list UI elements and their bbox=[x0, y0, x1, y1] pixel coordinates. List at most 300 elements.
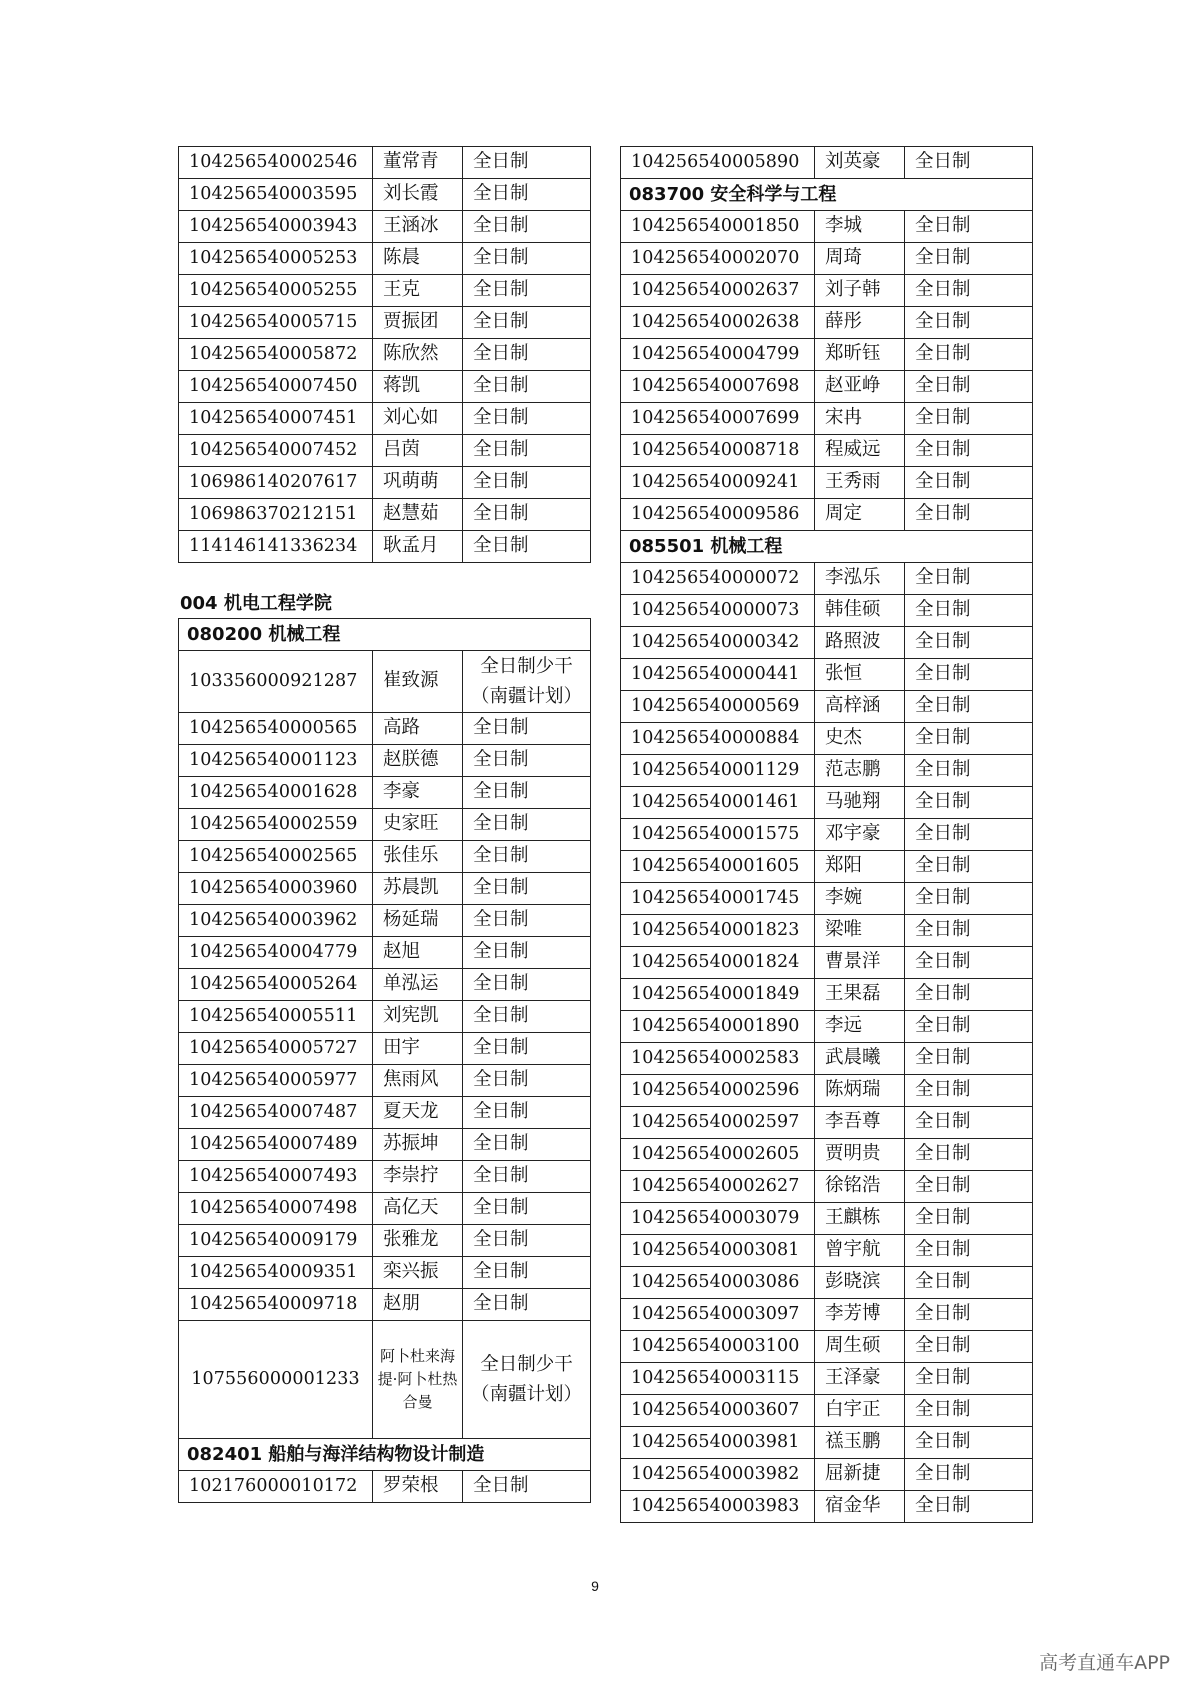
candidate-id: 104256540009718 bbox=[179, 1289, 373, 1321]
table-row bbox=[621, 947, 1033, 979]
candidate-name: 焦雨风 bbox=[373, 1065, 463, 1097]
candidate-name: 郑阳 bbox=[815, 851, 905, 883]
candidate-id: 104256540001824 bbox=[621, 947, 815, 979]
study-type: 全日制 bbox=[905, 851, 1033, 883]
candidate-id: 104256540001823 bbox=[621, 915, 815, 947]
study-type: 全日制 bbox=[905, 1235, 1033, 1267]
table-row bbox=[179, 531, 591, 563]
candidate-name: 曾宇航 bbox=[815, 1235, 905, 1267]
study-type: 全日制 bbox=[905, 1491, 1033, 1523]
candidate-id: 104256540002638 bbox=[621, 307, 815, 339]
candidate-id: 104256540000073 bbox=[621, 595, 815, 627]
study-type: 全日制 bbox=[905, 819, 1033, 851]
table-row bbox=[621, 339, 1033, 371]
candidate-name: 蒋凯 bbox=[373, 371, 463, 403]
study-type: 全日制 bbox=[463, 403, 591, 435]
table-row bbox=[621, 1107, 1033, 1139]
study-type: 全日制 bbox=[463, 1193, 591, 1225]
candidate-id: 104256540003081 bbox=[621, 1235, 815, 1267]
table-row bbox=[179, 1129, 591, 1161]
candidate-name: 张恒 bbox=[815, 659, 905, 691]
candidate-id: 104256540005977 bbox=[179, 1065, 373, 1097]
study-type: 全日制 bbox=[463, 745, 591, 777]
candidate-name: 禚玉鹏 bbox=[815, 1427, 905, 1459]
study-type: 全日制 bbox=[905, 275, 1033, 307]
candidate-id: 104256540003960 bbox=[179, 873, 373, 905]
candidate-id: 104256540001850 bbox=[621, 211, 815, 243]
candidate-id: 104256540003595 bbox=[179, 179, 373, 211]
table-row bbox=[179, 307, 591, 339]
candidate-id: 104256540003607 bbox=[621, 1395, 815, 1427]
candidate-name: 巩萌萌 bbox=[373, 467, 463, 499]
major-title-083700: 083700 安全科学与工程 bbox=[621, 179, 1033, 211]
study-type: 全日制 bbox=[905, 1043, 1033, 1075]
candidate-id: 104256540001849 bbox=[621, 979, 815, 1011]
candidate-name: 王克 bbox=[373, 275, 463, 307]
table-row bbox=[179, 1471, 591, 1503]
candidate-name: 王果磊 bbox=[815, 979, 905, 1011]
candidate-id: 107556000001233 bbox=[179, 1321, 373, 1439]
candidate-id: 104256540007450 bbox=[179, 371, 373, 403]
table-row bbox=[179, 275, 591, 307]
table-row bbox=[621, 979, 1033, 1011]
candidate-id: 104256540002565 bbox=[179, 841, 373, 873]
study-type: 全日制 bbox=[463, 969, 591, 1001]
study-type: 全日制 bbox=[905, 499, 1033, 531]
candidate-name: 董常青 bbox=[373, 147, 463, 179]
study-type: 全日制 bbox=[463, 435, 591, 467]
study-type: 全日制 bbox=[463, 371, 591, 403]
study-type: 全日制 bbox=[905, 243, 1033, 275]
candidate-name: 邓宇豪 bbox=[815, 819, 905, 851]
study-type: 全日制 bbox=[463, 179, 591, 211]
study-type: 全日制 bbox=[905, 435, 1033, 467]
candidate-name: 刘心如 bbox=[373, 403, 463, 435]
study-type: 全日制 bbox=[905, 627, 1033, 659]
candidate-id: 104256540002637 bbox=[621, 275, 815, 307]
table-row bbox=[621, 499, 1033, 531]
candidate-name: 李芳博 bbox=[815, 1299, 905, 1331]
table-row bbox=[179, 467, 591, 499]
study-type: 全日制 bbox=[463, 243, 591, 275]
candidate-name: 薛彤 bbox=[815, 307, 905, 339]
candidate-id: 104256540002627 bbox=[621, 1171, 815, 1203]
study-type: 全日制 bbox=[905, 595, 1033, 627]
study-type: 全日制 bbox=[463, 1161, 591, 1193]
table-row bbox=[621, 1043, 1033, 1075]
study-type: 全日制 bbox=[463, 1289, 591, 1321]
candidate-id: 104256540004799 bbox=[621, 339, 815, 371]
candidate-name: 韩佳硕 bbox=[815, 595, 905, 627]
candidate-name: 夏天龙 bbox=[373, 1097, 463, 1129]
table-row bbox=[179, 905, 591, 937]
table-row bbox=[621, 307, 1033, 339]
candidate-id: 104256540003982 bbox=[621, 1459, 815, 1491]
candidate-name: 陈晨 bbox=[373, 243, 463, 275]
candidate-name: 李婉 bbox=[815, 883, 905, 915]
candidate-name: 李崇拧 bbox=[373, 1161, 463, 1193]
study-type: 全日制 bbox=[463, 1471, 591, 1503]
study-type: 全日制 bbox=[463, 1033, 591, 1065]
candidate-name: 宿金华 bbox=[815, 1491, 905, 1523]
candidate-id: 104256540003097 bbox=[621, 1299, 815, 1331]
candidate-name: 周琦 bbox=[815, 243, 905, 275]
candidate-name: 王秀雨 bbox=[815, 467, 905, 499]
table-row bbox=[621, 1203, 1033, 1235]
study-type: 全日制 bbox=[463, 905, 591, 937]
candidate-name: 刘子韩 bbox=[815, 275, 905, 307]
candidate-id: 104256540001123 bbox=[179, 745, 373, 777]
candidate-id: 104256540009241 bbox=[621, 467, 815, 499]
study-type: 全日制 bbox=[905, 1363, 1033, 1395]
table-row bbox=[179, 841, 591, 873]
table-row bbox=[179, 809, 591, 841]
candidate-name: 赵慧茹 bbox=[373, 499, 463, 531]
candidate-name: 李远 bbox=[815, 1011, 905, 1043]
candidate-id: 104256540005715 bbox=[179, 307, 373, 339]
candidate-name: 单泓运 bbox=[373, 969, 463, 1001]
candidate-name: 苏晨凯 bbox=[373, 873, 463, 905]
study-type: 全日制少干（南疆计划） bbox=[463, 651, 591, 713]
candidate-name: 贾明贵 bbox=[815, 1139, 905, 1171]
candidate-id: 104256540001461 bbox=[621, 787, 815, 819]
candidate-name: 张佳乐 bbox=[373, 841, 463, 873]
candidate-name: 高亿天 bbox=[373, 1193, 463, 1225]
table-row bbox=[621, 691, 1033, 723]
candidate-id: 104256540002070 bbox=[621, 243, 815, 275]
study-type: 全日制 bbox=[905, 1395, 1033, 1427]
table-row bbox=[621, 723, 1033, 755]
candidate-id: 104256540009586 bbox=[621, 499, 815, 531]
candidate-id: 102176000010172 bbox=[179, 1471, 373, 1503]
study-type: 全日制 bbox=[905, 883, 1033, 915]
study-type: 全日制少干（南疆计划） bbox=[463, 1321, 591, 1439]
candidate-name: 白宇正 bbox=[815, 1395, 905, 1427]
candidate-id: 104256540005511 bbox=[179, 1001, 373, 1033]
candidate-id: 104256540007451 bbox=[179, 403, 373, 435]
table-row bbox=[179, 1257, 591, 1289]
candidate-id: 104256540003086 bbox=[621, 1267, 815, 1299]
candidate-name: 曹景洋 bbox=[815, 947, 905, 979]
candidate-id: 104256540000342 bbox=[621, 627, 815, 659]
major-header-row bbox=[621, 531, 1033, 563]
table-row bbox=[179, 1321, 591, 1439]
candidate-name: 高路 bbox=[373, 713, 463, 745]
table-row bbox=[621, 243, 1033, 275]
candidate-id: 104256540001628 bbox=[179, 777, 373, 809]
candidate-name: 李豪 bbox=[373, 777, 463, 809]
table-row bbox=[179, 499, 591, 531]
table-row bbox=[621, 563, 1033, 595]
table-row bbox=[179, 873, 591, 905]
candidate-id: 104256540005872 bbox=[179, 339, 373, 371]
table-row bbox=[179, 1097, 591, 1129]
table-row bbox=[179, 1065, 591, 1097]
candidate-name: 杨延瑞 bbox=[373, 905, 463, 937]
candidate-name: 屈新捷 bbox=[815, 1459, 905, 1491]
candidate-id: 106986140207617 bbox=[179, 467, 373, 499]
candidate-name: 梁唯 bbox=[815, 915, 905, 947]
table-row bbox=[621, 883, 1033, 915]
candidate-id: 104256540001890 bbox=[621, 1011, 815, 1043]
table-row bbox=[179, 777, 591, 809]
table-row bbox=[621, 403, 1033, 435]
candidate-id: 104256540005253 bbox=[179, 243, 373, 275]
table-row bbox=[179, 1033, 591, 1065]
candidate-id: 104256540003079 bbox=[621, 1203, 815, 1235]
study-type: 全日制 bbox=[463, 211, 591, 243]
study-type: 全日制 bbox=[905, 979, 1033, 1011]
table-row bbox=[179, 651, 591, 713]
table-row bbox=[179, 339, 591, 371]
table-row bbox=[621, 787, 1033, 819]
study-type: 全日制 bbox=[463, 777, 591, 809]
candidate-name: 李吾尊 bbox=[815, 1107, 905, 1139]
candidate-id: 104256540003115 bbox=[621, 1363, 815, 1395]
candidate-id: 104256540000072 bbox=[621, 563, 815, 595]
candidate-name: 徐铭浩 bbox=[815, 1171, 905, 1203]
candidate-name: 吕茵 bbox=[373, 435, 463, 467]
table-row bbox=[621, 147, 1033, 179]
table-row bbox=[621, 1235, 1033, 1267]
study-type: 全日制 bbox=[905, 915, 1033, 947]
candidate-id: 104256540003981 bbox=[621, 1427, 815, 1459]
candidate-id: 104256540003962 bbox=[179, 905, 373, 937]
candidate-name: 田宇 bbox=[373, 1033, 463, 1065]
study-type: 全日制 bbox=[905, 339, 1033, 371]
table-row bbox=[621, 1363, 1033, 1395]
table-row bbox=[621, 915, 1033, 947]
candidate-id: 104256540007493 bbox=[179, 1161, 373, 1193]
candidate-id: 104256540005264 bbox=[179, 969, 373, 1001]
table-row bbox=[621, 1491, 1033, 1523]
candidate-name: 贾振团 bbox=[373, 307, 463, 339]
candidate-name: 王泽豪 bbox=[815, 1363, 905, 1395]
candidate-name: 刘宪凯 bbox=[373, 1001, 463, 1033]
table-row bbox=[621, 275, 1033, 307]
study-type: 全日制 bbox=[463, 841, 591, 873]
table-row bbox=[179, 1289, 591, 1321]
candidate-name: 张雅龙 bbox=[373, 1225, 463, 1257]
candidate-name: 武晨曦 bbox=[815, 1043, 905, 1075]
candidate-name: 周生硕 bbox=[815, 1331, 905, 1363]
candidate-id: 104256540000441 bbox=[621, 659, 815, 691]
study-type: 全日制 bbox=[905, 211, 1033, 243]
candidate-id: 104256540001129 bbox=[621, 755, 815, 787]
table-row bbox=[179, 211, 591, 243]
candidate-name: 高梓涵 bbox=[815, 691, 905, 723]
candidate-id: 114146141336234 bbox=[179, 531, 373, 563]
candidate-name: 郑昕钰 bbox=[815, 339, 905, 371]
study-type: 全日制 bbox=[463, 499, 591, 531]
major-title-082401: 082401 船舶与海洋结构物设计制造 bbox=[179, 1439, 591, 1471]
study-type: 全日制 bbox=[463, 467, 591, 499]
major-title-080200: 080200 机械工程 bbox=[179, 619, 591, 651]
study-type: 全日制 bbox=[905, 1107, 1033, 1139]
study-type: 全日制 bbox=[905, 1267, 1033, 1299]
study-type: 全日制 bbox=[905, 563, 1033, 595]
candidate-id: 104256540002596 bbox=[621, 1075, 815, 1107]
candidate-name: 史家旺 bbox=[373, 809, 463, 841]
table-row bbox=[179, 371, 591, 403]
candidate-name: 刘长霞 bbox=[373, 179, 463, 211]
candidate-id: 104256540007487 bbox=[179, 1097, 373, 1129]
candidate-name: 赵亚峥 bbox=[815, 371, 905, 403]
table-row bbox=[621, 627, 1033, 659]
study-type: 全日制 bbox=[463, 1257, 591, 1289]
candidate-id: 104256540007699 bbox=[621, 403, 815, 435]
study-type: 全日制 bbox=[905, 691, 1033, 723]
page-number: 9 bbox=[591, 1578, 599, 1594]
candidate-name: 史杰 bbox=[815, 723, 905, 755]
table-row bbox=[621, 1331, 1033, 1363]
candidate-name: 王麒栋 bbox=[815, 1203, 905, 1235]
study-type: 全日制 bbox=[905, 1171, 1033, 1203]
study-type: 全日制 bbox=[905, 467, 1033, 499]
candidate-name: 赵旭 bbox=[373, 937, 463, 969]
study-type: 全日制 bbox=[905, 1331, 1033, 1363]
candidate-id: 104256540000884 bbox=[621, 723, 815, 755]
candidate-id: 104256540003983 bbox=[621, 1491, 815, 1523]
study-type: 全日制 bbox=[463, 339, 591, 371]
candidate-name: 程威远 bbox=[815, 435, 905, 467]
table-row bbox=[621, 435, 1033, 467]
candidate-name: 罗荣根 bbox=[373, 1471, 463, 1503]
table-row bbox=[621, 1427, 1033, 1459]
right-table bbox=[620, 146, 1033, 1523]
major-header-row bbox=[621, 179, 1033, 211]
candidate-id: 104256540001605 bbox=[621, 851, 815, 883]
study-type: 全日制 bbox=[905, 947, 1033, 979]
table-row bbox=[621, 1267, 1033, 1299]
table-row bbox=[179, 147, 591, 179]
candidate-name: 李泓乐 bbox=[815, 563, 905, 595]
study-type: 全日制 bbox=[463, 713, 591, 745]
watermark: 高考直通车APP bbox=[1039, 1652, 1170, 1674]
major-title-085501: 085501 机械工程 bbox=[621, 531, 1033, 563]
study-type: 全日制 bbox=[905, 1011, 1033, 1043]
table-row bbox=[179, 937, 591, 969]
candidate-name: 宋冉 bbox=[815, 403, 905, 435]
candidate-id: 104256540003943 bbox=[179, 211, 373, 243]
candidate-id: 104256540002605 bbox=[621, 1139, 815, 1171]
candidate-name: 路照波 bbox=[815, 627, 905, 659]
table-row bbox=[621, 1395, 1033, 1427]
study-type: 全日制 bbox=[905, 307, 1033, 339]
study-type: 全日制 bbox=[905, 1075, 1033, 1107]
study-type: 全日制 bbox=[463, 531, 591, 563]
candidate-id: 104256540009179 bbox=[179, 1225, 373, 1257]
study-type: 全日制 bbox=[905, 1427, 1033, 1459]
candidate-name: 阿卜杜来海提·阿卜杜热合曼 bbox=[373, 1321, 463, 1439]
study-type: 全日制 bbox=[905, 659, 1033, 691]
candidate-id: 104256540005890 bbox=[621, 147, 815, 179]
candidate-name: 周定 bbox=[815, 499, 905, 531]
candidate-name: 王涵冰 bbox=[373, 211, 463, 243]
candidate-name: 刘英豪 bbox=[815, 147, 905, 179]
study-type: 全日制 bbox=[905, 723, 1033, 755]
table-row bbox=[179, 1001, 591, 1033]
candidate-id: 104256540000569 bbox=[621, 691, 815, 723]
candidate-id: 104256540003100 bbox=[621, 1331, 815, 1363]
candidate-id: 104256540001745 bbox=[621, 883, 815, 915]
table-row bbox=[179, 1193, 591, 1225]
table-row bbox=[179, 969, 591, 1001]
candidate-name: 陈欣然 bbox=[373, 339, 463, 371]
table-row bbox=[621, 1139, 1033, 1171]
study-type: 全日制 bbox=[905, 1299, 1033, 1331]
candidate-id: 104256540007489 bbox=[179, 1129, 373, 1161]
candidate-name: 彭晓滨 bbox=[815, 1267, 905, 1299]
table-row bbox=[621, 851, 1033, 883]
candidate-id: 104256540000565 bbox=[179, 713, 373, 745]
major-header-row bbox=[179, 619, 591, 651]
study-type: 全日制 bbox=[463, 1225, 591, 1257]
candidate-id: 104256540005255 bbox=[179, 275, 373, 307]
table-row bbox=[621, 211, 1033, 243]
candidate-id: 104256540002583 bbox=[621, 1043, 815, 1075]
study-type: 全日制 bbox=[463, 1001, 591, 1033]
study-type: 全日制 bbox=[463, 1065, 591, 1097]
left-top-table bbox=[178, 146, 591, 563]
candidate-name: 崔致源 bbox=[373, 651, 463, 713]
study-type: 全日制 bbox=[463, 307, 591, 339]
candidate-name: 苏振坤 bbox=[373, 1129, 463, 1161]
table-row bbox=[621, 467, 1033, 499]
study-type: 全日制 bbox=[463, 1097, 591, 1129]
study-type: 全日制 bbox=[463, 1129, 591, 1161]
table-row bbox=[621, 371, 1033, 403]
left-bottom-table bbox=[178, 618, 591, 1503]
study-type: 全日制 bbox=[905, 1203, 1033, 1235]
table-row bbox=[621, 755, 1033, 787]
candidate-id: 106986370212151 bbox=[179, 499, 373, 531]
candidate-id: 103356000921287 bbox=[179, 651, 373, 713]
table-row bbox=[621, 659, 1033, 691]
candidate-name: 陈炳瑞 bbox=[815, 1075, 905, 1107]
table-row bbox=[621, 1011, 1033, 1043]
candidate-name: 范志鹏 bbox=[815, 755, 905, 787]
candidate-id: 104256540002597 bbox=[621, 1107, 815, 1139]
candidate-id: 104256540002559 bbox=[179, 809, 373, 841]
candidate-name: 耿孟月 bbox=[373, 531, 463, 563]
table-row bbox=[621, 819, 1033, 851]
major-header-row bbox=[179, 1439, 591, 1471]
study-type: 全日制 bbox=[905, 147, 1033, 179]
table-row bbox=[621, 1171, 1033, 1203]
study-type: 全日制 bbox=[463, 275, 591, 307]
table-row bbox=[179, 403, 591, 435]
candidate-id: 104256540007698 bbox=[621, 371, 815, 403]
study-type: 全日制 bbox=[905, 755, 1033, 787]
study-type: 全日制 bbox=[905, 1459, 1033, 1491]
study-type: 全日制 bbox=[905, 403, 1033, 435]
candidate-id: 104256540005727 bbox=[179, 1033, 373, 1065]
table-row bbox=[179, 179, 591, 211]
candidate-name: 赵朋 bbox=[373, 1289, 463, 1321]
candidate-id: 104256540004779 bbox=[179, 937, 373, 969]
table-row bbox=[621, 1459, 1033, 1491]
study-type: 全日制 bbox=[463, 873, 591, 905]
table-row bbox=[179, 435, 591, 467]
candidate-name: 李城 bbox=[815, 211, 905, 243]
study-type: 全日制 bbox=[905, 1139, 1033, 1171]
candidate-name: 赵朕德 bbox=[373, 745, 463, 777]
candidate-id: 104256540007498 bbox=[179, 1193, 373, 1225]
table-row bbox=[179, 745, 591, 777]
candidate-id: 104256540001575 bbox=[621, 819, 815, 851]
table-row bbox=[621, 1075, 1033, 1107]
